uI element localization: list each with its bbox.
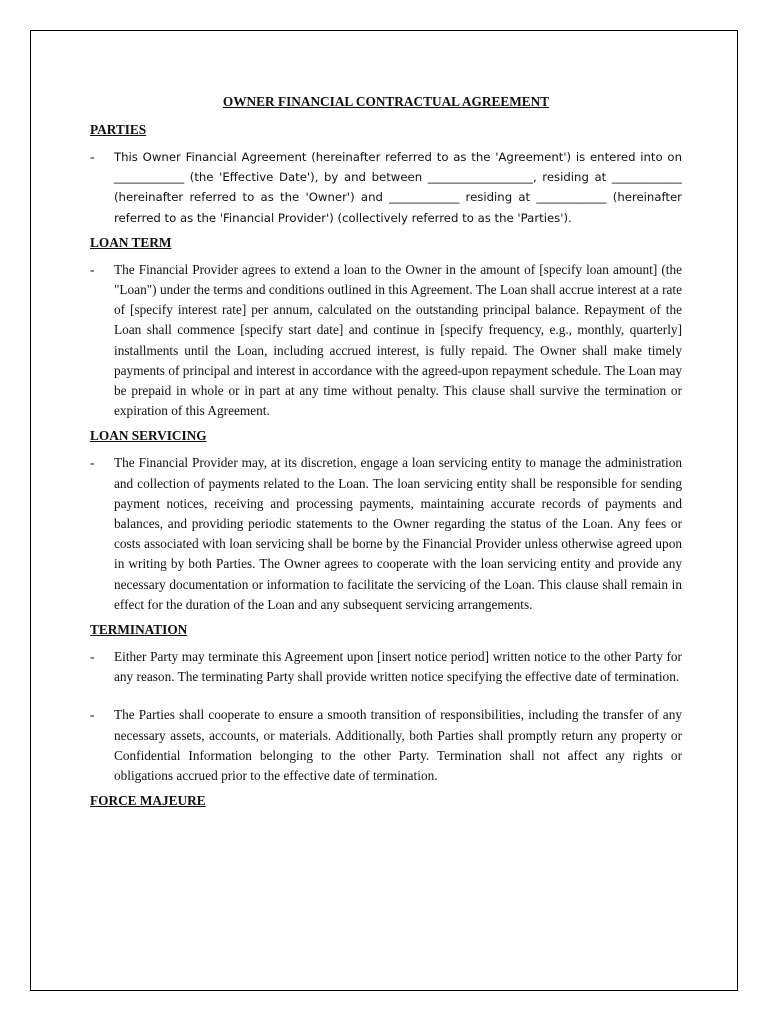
termination-paragraph-1 — [90, 647, 682, 687]
termination-text-2: The Parties shall cooperate to ensure a smooth transition of responsibilities, including the transfer of any necessary assets, accounts, or materials. Additionally, both Parties shall promptly return any property or Confidential Information belonging to the other Party. Termination shall not affect any rights or obligations accrued prior to the effective date of termination. — [114, 707, 682, 784]
bullet-dash: - — [90, 149, 95, 164]
section-heading-loan-servicing: LOAN SERVICING — [90, 428, 207, 444]
section-heading-force-majeure: FORCE MAJEURE — [90, 793, 206, 809]
section-heading-parties: PARTIES — [90, 122, 147, 137]
bullet-dash: - — [90, 707, 95, 723]
document-title: OWNER FINANCIAL CONTRACTUAL AGREEMENT — [222, 94, 550, 109]
loan-servicing-paragraph — [90, 453, 682, 615]
bullet-dash: - — [90, 455, 95, 471]
parties-text: This Owner Financial Agreement (hereinafter referred to as the 'Agreement') is entered into on ____________ (the 'Effective Date'), by and between __________________, residing at ____________ (hereinafter referred to as the 'Owner') and ____________ residing at ____________ (hereinafter referred to as the 'Financial Provider') (collectively referred to as the 'Parties'). — [114, 150, 682, 225]
section-heading-termination: TERMINATION — [90, 622, 188, 638]
termination-paragraph-2 — [90, 705, 682, 786]
bullet-dash: - — [90, 649, 95, 665]
document-content — [90, 93, 682, 818]
loan-term-paragraph — [90, 260, 682, 422]
termination-text-1: Either Party may terminate this Agreement upon [insert notice period] written notice to the other Party for any reason. The terminating Party shall provide written notice specifying the effective date of termination. — [114, 649, 682, 685]
loan-servicing-text: The Financial Provider may, at its discretion, engage a loan servicing entity to manage the administration and collection of payments related to the Loan. The loan servicing entity shall be responsible for sending payment notices, receiving and processing payments, maintaining accurate records of payments and balances, and providing periodic statements to the Owner regarding the status of the Loan. Any fees or costs associated with loan servicing shall be borne by the Financial Provider unless otherwise agreed upon in writing by both Parties. The Owner agrees to cooperate with the loan servicing entity and provide any necessary documentation or information to facilitate the servicing of the Loan. This clause shall remain in effect for the duration of the Loan and any subsequent servicing arrangements. — [114, 455, 682, 612]
loan-term-text: The Financial Provider agrees to extend a loan to the Owner in the amount of [specify loan amount] (the "Loan") under the terms and conditions outlined in this Agreement. The Loan shall accrue interest at a rate of [specify interest rate] per annum, calculated on the outstanding principal balance. Repayment of the Loan shall commence [specify start date] and continue in [specify frequency, e.g., monthly, quarterly] installments until the Loan, including accrued interest, is fully repaid. The Owner shall make timely payments of principal and interest in accordance with the agreed-upon repayment schedule. The Loan may be prepaid in whole or in part at any time without penalty. This clause shall survive the termination or expiration of this Agreement. — [114, 261, 682, 419]
bullet-dash: - — [90, 261, 95, 277]
document-page — [30, 30, 738, 991]
section-heading-loan-term: LOAN TERM — [90, 234, 172, 250]
parties-paragraph — [90, 147, 682, 228]
